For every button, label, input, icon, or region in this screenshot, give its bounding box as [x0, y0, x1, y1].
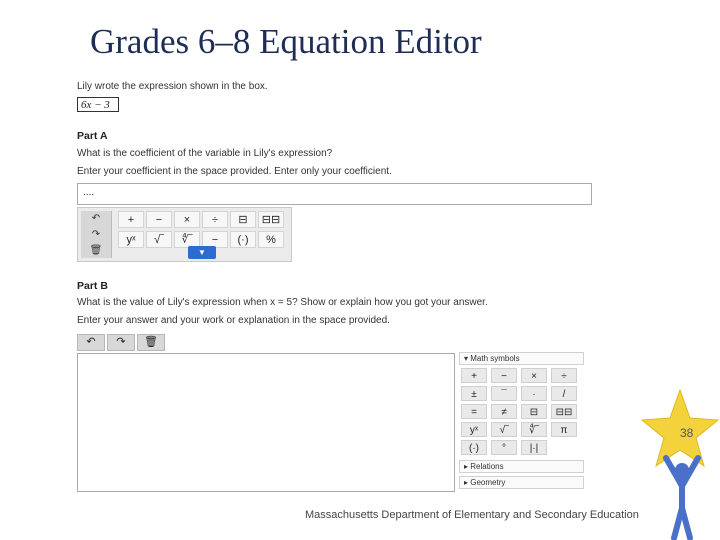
- part-a-equation-toolbar: [77, 207, 292, 262]
- delete-button[interactable]: 🗑: [89, 245, 103, 256]
- times-symbol-button[interactable]: ×: [174, 211, 200, 228]
- footer-text: Massachusetts Department of Elementary and Secondary Education: [305, 509, 639, 521]
- part-a-answer-input[interactable]: ....: [77, 183, 592, 205]
- more-symbols-dropdown-icon[interactable]: ▼: [188, 246, 216, 259]
- palette-not-equal-button[interactable]: ≠: [491, 404, 517, 419]
- part-b-question: What is the value of Lily's expression when x = 5? Show or explain how you got your answer.: [77, 297, 488, 308]
- palette-degree-button[interactable]: °: [491, 440, 517, 455]
- part-b-redo-button[interactable]: ↷: [107, 334, 135, 351]
- palette-dot-button[interactable]: ·: [521, 386, 547, 401]
- palette-equals-button[interactable]: =: [461, 404, 487, 419]
- palette-minus-button[interactable]: −: [491, 368, 517, 383]
- palette-divide-button[interactable]: ÷: [551, 368, 577, 383]
- expression-box: 6x − 3: [77, 97, 119, 112]
- part-a-label: Part A: [77, 130, 108, 142]
- math-symbols-palette: [459, 352, 584, 492]
- parentheses-symbol-button[interactable]: (·): [230, 231, 256, 248]
- star-figure-logo: [640, 388, 720, 540]
- palette-parentheses-button[interactable]: (·): [461, 440, 487, 455]
- part-b-label: Part B: [77, 280, 108, 292]
- mixed-number-symbol-button[interactable]: ⊟⊟: [258, 211, 284, 228]
- relations-header[interactable]: ▸ Relations: [459, 460, 584, 473]
- exponent-symbol-button[interactable]: yˣ: [118, 231, 144, 248]
- part-b-instruction: Enter your answer and your work or explanation in the space provided.: [77, 315, 390, 326]
- palette-pi-button[interactable]: π: [551, 422, 577, 437]
- part-b-work-area[interactable]: [77, 353, 455, 492]
- palette-overline-button[interactable]: ¯: [491, 386, 517, 401]
- page-number: 38: [680, 426, 694, 440]
- plus-symbol-button[interactable]: +: [118, 211, 144, 228]
- geometry-header[interactable]: ▸ Geometry: [459, 476, 584, 489]
- edit-controls: [81, 211, 112, 258]
- part-b-delete-button[interactable]: 🗑: [137, 334, 165, 351]
- minus-symbol-button[interactable]: −: [146, 211, 172, 228]
- math-symbols-header[interactable]: ▾ Math symbols: [459, 352, 584, 365]
- question-intro: Lily wrote the expression shown in the box.: [77, 81, 268, 92]
- fraction-symbol-button[interactable]: ⊟: [230, 211, 256, 228]
- palette-times-button[interactable]: ×: [521, 368, 547, 383]
- part-b-undo-button[interactable]: ↶: [77, 334, 105, 351]
- palette-fraction-button[interactable]: ⊟: [521, 404, 547, 419]
- palette-plus-button[interactable]: +: [461, 368, 487, 383]
- palette-nth-root-button[interactable]: ∜‾: [521, 422, 547, 437]
- nth-root-symbol-button[interactable]: ∜‾: [174, 231, 200, 248]
- divide-symbol-button[interactable]: ÷: [202, 211, 228, 228]
- palette-exponent-button[interactable]: yˣ: [461, 422, 487, 437]
- palette-slash-button[interactable]: /: [551, 386, 577, 401]
- palette-plus-minus-button[interactable]: ±: [461, 386, 487, 401]
- symbol-grid: [118, 211, 288, 251]
- square-root-symbol-button[interactable]: √‾: [146, 231, 172, 248]
- palette-absolute-value-button[interactable]: |·|: [521, 440, 547, 455]
- palette-mixed-number-button[interactable]: ⊟⊟: [551, 404, 577, 419]
- palette-square-root-button[interactable]: √‾: [491, 422, 517, 437]
- redo-button[interactable]: ↷: [91, 229, 101, 240]
- part-a-instruction: Enter your coefficient in the space provided. Enter only your coefficient.: [77, 166, 392, 177]
- negative-symbol-button[interactable]: −: [202, 231, 228, 248]
- part-a-question: What is the coefficient of the variable in Lily's expression?: [77, 148, 333, 159]
- percent-symbol-button[interactable]: %: [258, 231, 284, 248]
- slide-title: Grades 6–8 Equation Editor: [90, 22, 482, 61]
- undo-button[interactable]: ↶: [91, 213, 101, 224]
